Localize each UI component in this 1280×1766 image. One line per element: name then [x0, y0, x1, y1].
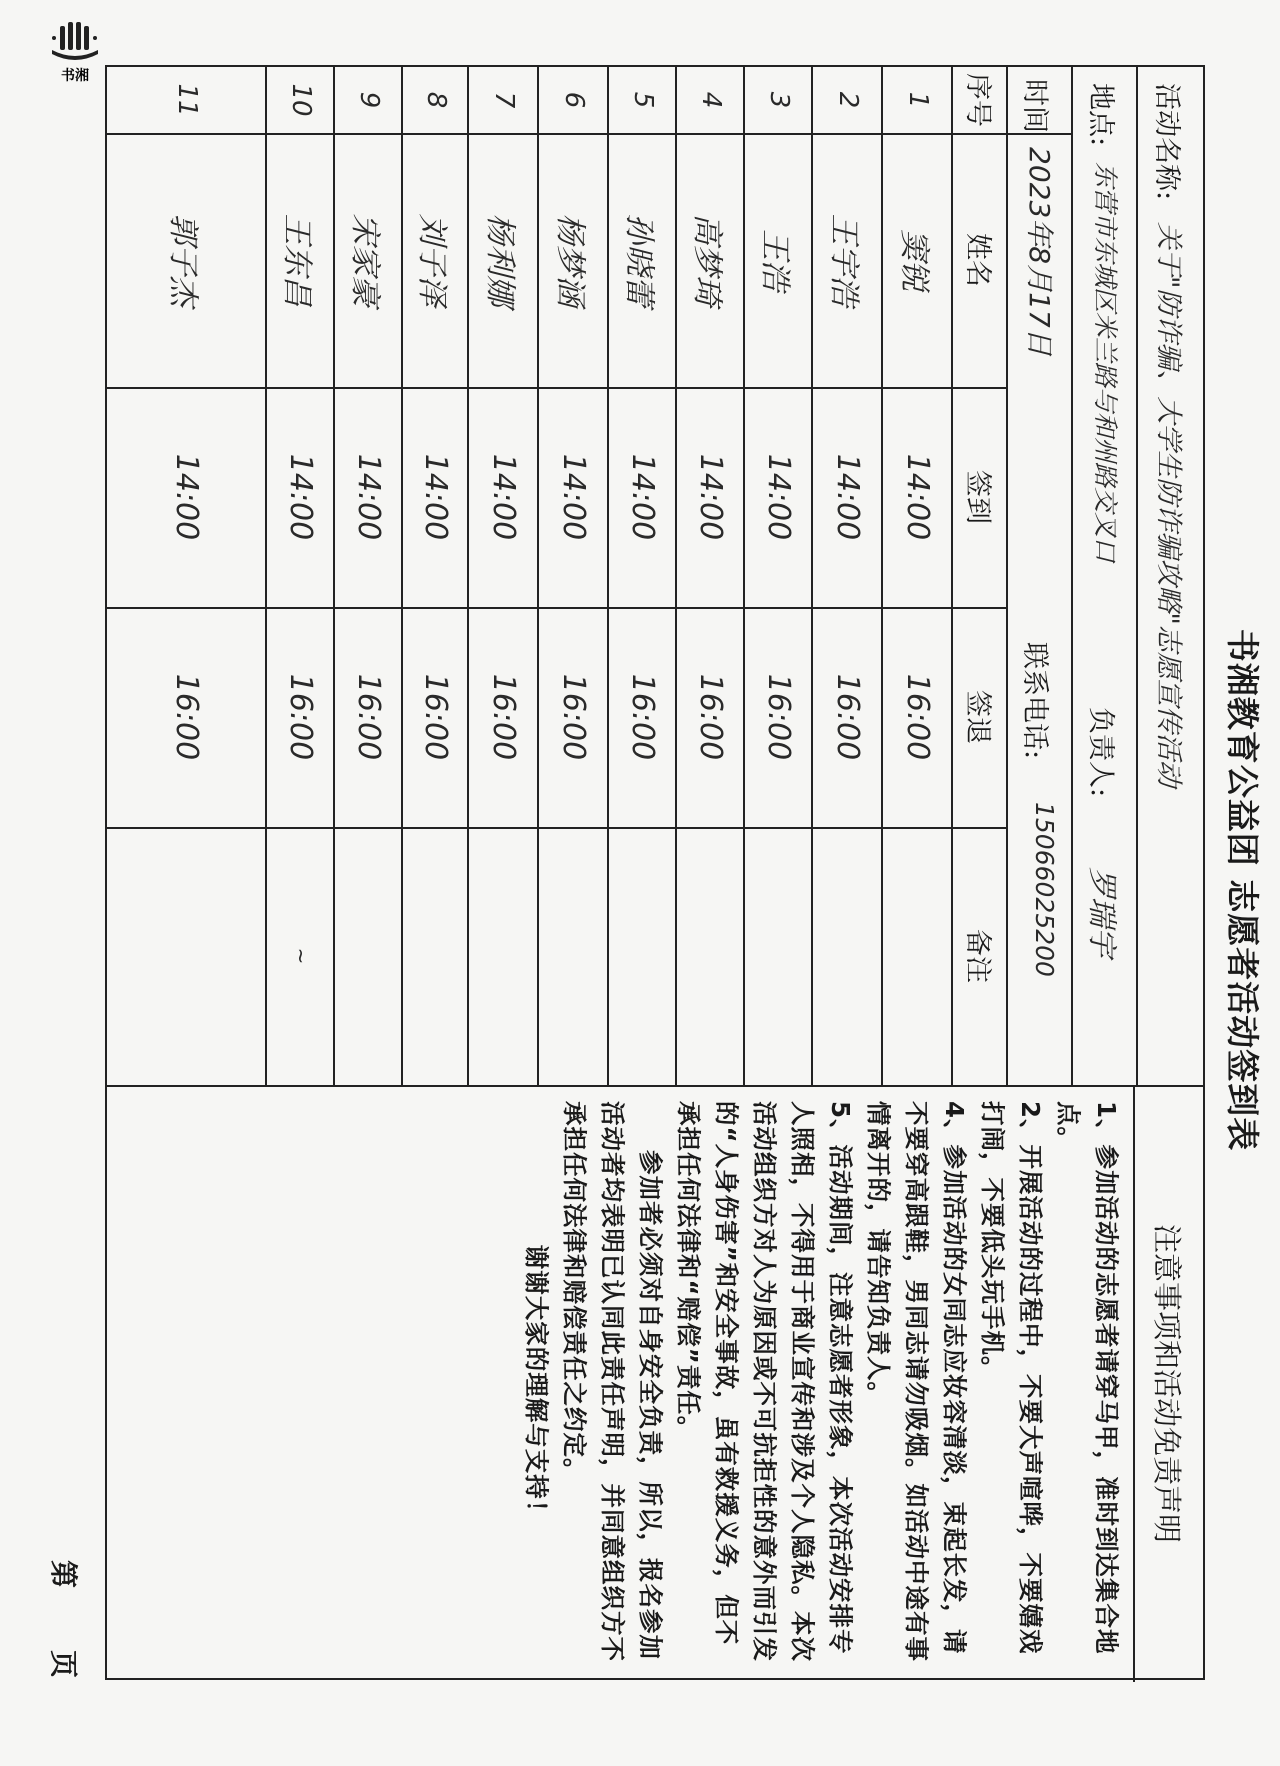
cell-checkout: 16:00 — [169, 673, 205, 761]
cell-name: 窦锐 — [896, 229, 933, 291]
phone-label: 联系电话: — [1019, 642, 1050, 760]
page-label-right: 页 — [47, 1650, 80, 1679]
row-line — [1071, 67, 1073, 1085]
cell-checkout: 16:00 — [761, 673, 797, 761]
cell-name: 杨利娜 — [482, 213, 519, 307]
cell-checkin: 14:00 — [486, 453, 522, 541]
cell-name: 孙晓蕾 — [621, 213, 658, 307]
activity-name-value: 关于"防诈骗、大学生防诈骗攻略"志愿宣传活动 — [1153, 222, 1184, 787]
note-item: 5、活动期间，注意志愿者形象，本次活动安排专人照相，不得用于商业宣传和涉及个人隐私。本次活动组织方对人为原因或不可抗拒性的意外而引发的“人身伤害”和安全事故，虽有救援义务，但不承担任何法律和“赔偿”责任。 — [674, 1101, 855, 1662]
main-table — [105, 65, 1205, 1680]
cell-checkout: 16:00 — [486, 673, 522, 761]
cell-no: 7 — [489, 91, 519, 109]
cell-checkin: 14:00 — [169, 453, 205, 541]
cell-remark — [677, 827, 745, 1085]
page-title: 书湘教育公益团 志愿者活动签到表 — [1223, 628, 1263, 1152]
cell-no: 5 — [628, 91, 658, 109]
time-value: 2023年8月17日 — [1023, 147, 1056, 356]
phone-value: 15066025200 — [1030, 802, 1059, 977]
cell-checkin: 14:00 — [761, 453, 797, 541]
note-item: 4、参加活动的女同志应妆容清淡，束起长发，请不要穿高跟鞋，男同志请勿吸烟。如活动中途有事情离开的，请告知负责人。 — [864, 1101, 969, 1662]
cell-remark: ~ — [289, 947, 313, 965]
activity-name-label: 活动名称: — [1151, 83, 1182, 201]
cell-no: 9 — [354, 91, 384, 109]
cell-name: 高梦琦 — [689, 213, 726, 307]
cell-checkin: 14:00 — [418, 453, 454, 541]
cell-remark — [745, 827, 813, 1085]
cell-checkin: 14:00 — [351, 453, 387, 541]
responsible-value: 罗瑞宇 — [1084, 867, 1119, 957]
page-label-left: 第 — [47, 1560, 80, 1589]
cell-name: 郭子杰 — [165, 213, 202, 307]
cell-remark — [813, 827, 883, 1085]
cell-checkout: 16:00 — [625, 673, 661, 761]
notes-title: 注意事项和活动免责声明 — [1150, 1223, 1185, 1543]
cell-checkin: 14:00 — [830, 453, 866, 541]
cell-name: 刘子泽 — [414, 213, 451, 307]
notes-body — [517, 1101, 1125, 1669]
cell-checkout: 16:00 — [830, 673, 866, 761]
thanks: 谢谢大家的理解与支持！ — [522, 1244, 551, 1526]
cell-no: 2 — [833, 91, 863, 109]
logo — [40, 18, 110, 88]
header-no: 序号 — [962, 73, 993, 127]
cell-checkout: 16:00 — [693, 673, 729, 761]
cell-remark — [469, 827, 539, 1085]
cell-checkin: 14:00 — [283, 453, 319, 541]
responsible-label: 负责人: — [1085, 707, 1116, 798]
cell-checkout: 16:00 — [556, 673, 592, 761]
cell-name: 宋家豪 — [347, 213, 384, 307]
cell-remark — [335, 827, 403, 1085]
location-value: 东营市东城区米兰路与和州路交叉口 — [1091, 162, 1120, 563]
cell-checkin: 14:00 — [556, 453, 592, 541]
note-item: 1、参加活动的志愿者请穿马甲，准时到达集合地点。 — [1054, 1101, 1121, 1655]
cell-checkout: 16:00 — [418, 673, 454, 761]
cell-checkin: 14:00 — [625, 453, 661, 541]
header-name: 姓名 — [962, 233, 993, 287]
time-label: 时间 — [1019, 79, 1050, 133]
header-checkin: 签到 — [962, 470, 993, 524]
cell-remark — [107, 827, 267, 1085]
cell-no: 11 — [172, 83, 202, 117]
header-remark: 备注 — [962, 929, 993, 983]
header-checkout: 签退 — [962, 690, 993, 744]
note-item: 2、开展活动的过程中，不要大声喧哗，不要嬉戏打闹，不要低头玩手机。 — [978, 1101, 1045, 1655]
logo-text: 书湘 — [61, 68, 89, 84]
cell-no: 1 — [903, 91, 933, 109]
cell-no: 4 — [696, 91, 726, 109]
cell-no: 6 — [559, 91, 589, 109]
cell-checkout: 16:00 — [900, 673, 936, 761]
cell-name: 王浩 — [757, 229, 794, 291]
row-line — [1136, 67, 1138, 1085]
notes-divider — [107, 1085, 1203, 1087]
declaration: 参加者必须对自身安全负责，所以，报名参加活动者均表明已认同此责任声明，并同意组织方不承担任何法律和赔偿责任之约定。 — [560, 1101, 665, 1662]
cell-name: 王东昌 — [279, 213, 316, 307]
cell-name: 杨梦涵 — [552, 213, 589, 307]
cell-checkout: 16:00 — [283, 673, 319, 761]
cell-no: 10 — [286, 83, 316, 117]
cell-remark — [609, 827, 677, 1085]
logo-icon — [40, 18, 110, 88]
cell-checkin: 14:00 — [693, 453, 729, 541]
cell-no: 3 — [764, 91, 794, 109]
cell-checkout: 16:00 — [351, 673, 387, 761]
cell-name: 王宇浩 — [826, 213, 863, 307]
cell-checkin: 14:00 — [900, 453, 936, 541]
cell-remark — [883, 827, 953, 1085]
location-label: 地点: — [1085, 83, 1116, 147]
cell-no: 8 — [421, 91, 451, 109]
cell-remark — [539, 827, 609, 1085]
cell-remark — [403, 827, 469, 1085]
